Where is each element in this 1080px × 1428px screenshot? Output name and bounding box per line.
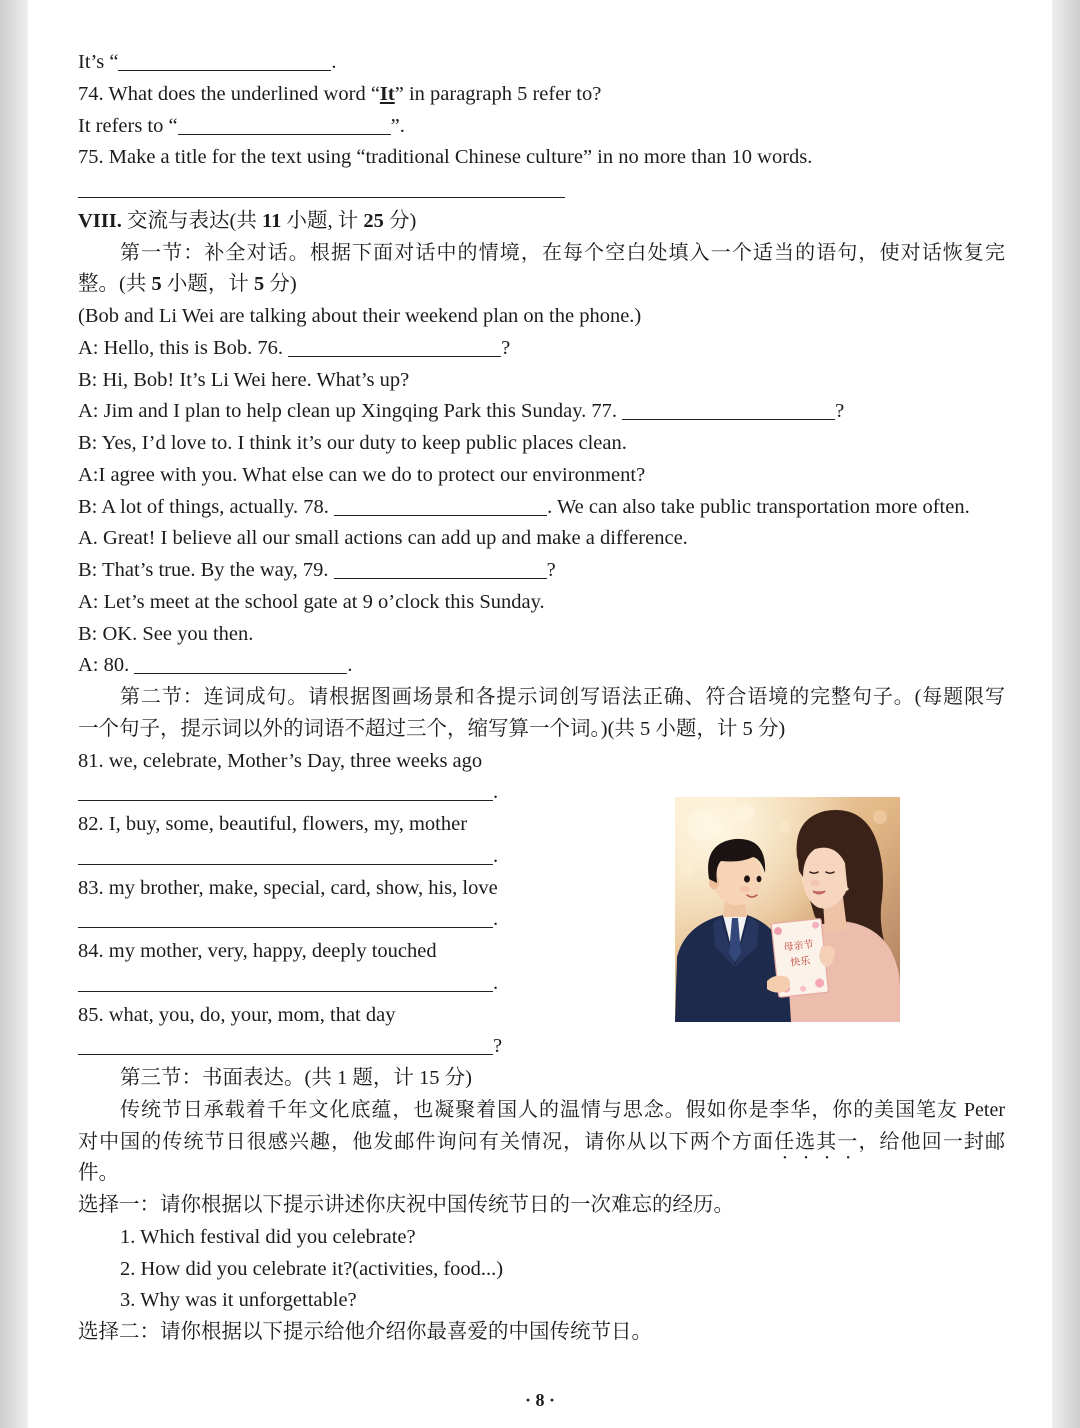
q74-prefix: 74. What does the underlined word “ — [78, 82, 380, 105]
page-text-body — [78, 47, 1005, 1349]
q73-answer-prefix: It’s “ — [78, 51, 119, 73]
part1-instruction-text: 小题，计 — [161, 273, 254, 296]
section-heading-text: 分) — [383, 209, 417, 232]
emphasized-phrase: 任选其一 — [774, 1130, 859, 1153]
part1-instruction-line2 — [78, 269, 1005, 301]
answer-blank — [334, 514, 547, 516]
answer-blank — [178, 133, 391, 135]
part3-heading: 第三节：书面表达。(共 1 题，计 15 分) — [120, 1067, 472, 1089]
option1-title: 选择一：请你根据以下提示讲述你庆祝中国传统节日的一次难忘的经历。 — [78, 1194, 734, 1216]
dialogue-text: B: That’s true. By the way, 79. — [78, 559, 334, 581]
part3-prompt-line3: 件。 — [78, 1162, 119, 1185]
sentence-answer-line — [78, 1031, 1005, 1063]
q74-answer-line — [78, 111, 1005, 143]
dialogue-line: A:I agree with you. What else can we do to protect our environment? — [78, 463, 646, 486]
part3-prompt-text: ，给他回一封邮 — [858, 1130, 1006, 1153]
answer-blank — [622, 418, 835, 420]
answer-blank — [288, 355, 501, 357]
answer-blank — [134, 672, 347, 674]
q73-answer-line — [78, 47, 1005, 79]
sentence-prompt: 84. my mother, very, happy, deeply touched — [78, 940, 437, 962]
sentence-end-mark: . — [493, 781, 499, 804]
dialogue-text: . We can also take public transportation more often. — [547, 495, 970, 518]
part2-instruction-line2: 一个句子，提示词以外的词语不超过三个，缩写算一个词。)(共 5 小题，计 5 分) — [78, 717, 786, 740]
q74-underlined-word: It — [379, 82, 395, 105]
dialogue-text: . — [347, 654, 353, 677]
dialogue-text: ? — [835, 400, 845, 423]
scan-edge-left — [0, 0, 28, 1428]
dialogue-text: A: Hello, this is Bob. 76. — [78, 336, 289, 359]
dialogue-text: A: Jim and I plan to help clean up Xingqing Park this Sunday. 77. — [78, 400, 623, 423]
option1-hint: 2. How did you celebrate it?(activities, food...) — [120, 1257, 504, 1280]
answer-blank — [78, 196, 565, 198]
q74-line — [78, 79, 1005, 111]
sentence-prompt: 81. we, celebrate, Mother’s Day, three weeks ago — [78, 749, 483, 772]
part3-prompt-text: 对中国的传统节日很感兴趣，他发邮件询问有关情况，请你从以下两个方面 — [78, 1130, 775, 1153]
dialogue-text: ? — [501, 336, 511, 359]
dialogue-line — [78, 492, 1005, 524]
q73-answer-suffix: . — [331, 51, 337, 73]
section-roman: VIII. — [78, 209, 122, 232]
dialogue-context: (Bob and Li Wei are talking about their weekend plan on the phone.) — [78, 305, 642, 327]
dialogue-line: A. Great! I believe all our small actions can add up and make a difference. — [78, 527, 688, 550]
section-heading-text: 小题, 计 — [281, 209, 364, 232]
dialogue-text: B: A lot of things, actually. 78. — [78, 495, 335, 518]
answer-blank — [78, 990, 493, 992]
answer-blank — [118, 69, 331, 71]
q75-answer-line — [78, 174, 1005, 206]
page-number: · 8 · — [524, 1390, 555, 1410]
q74-answer-suffix: ”. — [390, 114, 405, 137]
sentence-prompt: 83. my brother, make, special, card, show, his, love — [78, 876, 498, 899]
section-heading-text: 交流与表达(共 — [121, 209, 262, 232]
dialogue-text: A: 80. — [78, 654, 135, 677]
dialogue-line — [78, 396, 1005, 428]
q74-suffix: ” in paragraph 5 refer to? — [394, 82, 602, 105]
card-text-line2: 快乐 — [789, 955, 811, 969]
dialogue-line — [78, 555, 1005, 587]
answer-blank — [78, 1053, 493, 1055]
exam-page — [28, 0, 1052, 1428]
mother-and-son-illustration — [675, 797, 900, 1022]
answer-blank — [78, 863, 493, 865]
part1-instruction-text: 整。(共 — [78, 273, 152, 296]
sentence-end-mark: . — [493, 971, 499, 994]
sentence-end-mark: . — [493, 908, 499, 931]
dialogue-line: B: OK. See you then. — [78, 622, 254, 645]
dialogue-line: B: Yes, I’d love to. I think it’s our duty to keep public places clean. — [78, 432, 627, 454]
part3-prompt-line2 — [78, 1127, 1005, 1159]
sentence-prompt: 85. what, you, do, your, mom, that day — [78, 1003, 396, 1026]
part1-score: 5 — [253, 273, 265, 296]
card-text-line1: 母亲节 — [783, 939, 815, 954]
dialogue-line: B: Hi, Bob! It’s Li Wei here. What’s up? — [78, 368, 410, 391]
q74-answer-prefix: It refers to “ — [78, 114, 178, 137]
part1-question-count: 5 — [151, 273, 162, 296]
part2-instruction-line1: 第二节：连词成句。请根据图画场景和各提示词创写语法正确、符合语境的完整句子。(每题限写 — [120, 686, 1005, 708]
section-score: 25 — [363, 209, 384, 232]
dialogue-text: ? — [546, 559, 556, 581]
q75-text: 75. Make a title for the text using “traditional Chinese culture” in no more than 10 words. — [78, 146, 813, 169]
sentence-end-mark: . — [493, 844, 499, 867]
dialogue-line: A: Let’s meet at the school gate at 9 o’clock this Sunday. — [78, 590, 545, 613]
section-question-count: 11 — [261, 209, 282, 232]
dialogue-line — [78, 650, 1005, 682]
sentence-end-mark: ? — [493, 1035, 503, 1058]
part1-instruction-line1: 第一节：补全对话。根据下面对话中的情境，在每个空白处填入一个适当的语句，使对话恢复完 — [120, 241, 1005, 264]
scan-edge-right — [1052, 0, 1080, 1428]
part1-instruction-text: 分) — [264, 273, 297, 296]
option1-hint: 3. Why was it unforgettable? — [120, 1289, 357, 1312]
q75-line — [78, 142, 1005, 174]
answer-blank — [78, 926, 493, 928]
sentence-prompt: 82. I, buy, some, beautiful, flowers, my, mother — [78, 813, 468, 835]
part3-prompt-line1: 传统节日承载着千年文化底蕴，也凝聚着国人的温情与思念。假如你是李华，你的美国笔友 Peter — [120, 1098, 1005, 1121]
option1-hint: 1. Which festival did you celebrate? — [120, 1225, 416, 1248]
answer-blank — [78, 799, 493, 801]
dialogue-line — [78, 333, 1005, 365]
option2-title: 选择二：请你根据以下提示给他介绍你最喜爱的中国传统节日。 — [78, 1321, 652, 1343]
section-heading — [78, 206, 1005, 238]
answer-blank — [334, 577, 547, 579]
